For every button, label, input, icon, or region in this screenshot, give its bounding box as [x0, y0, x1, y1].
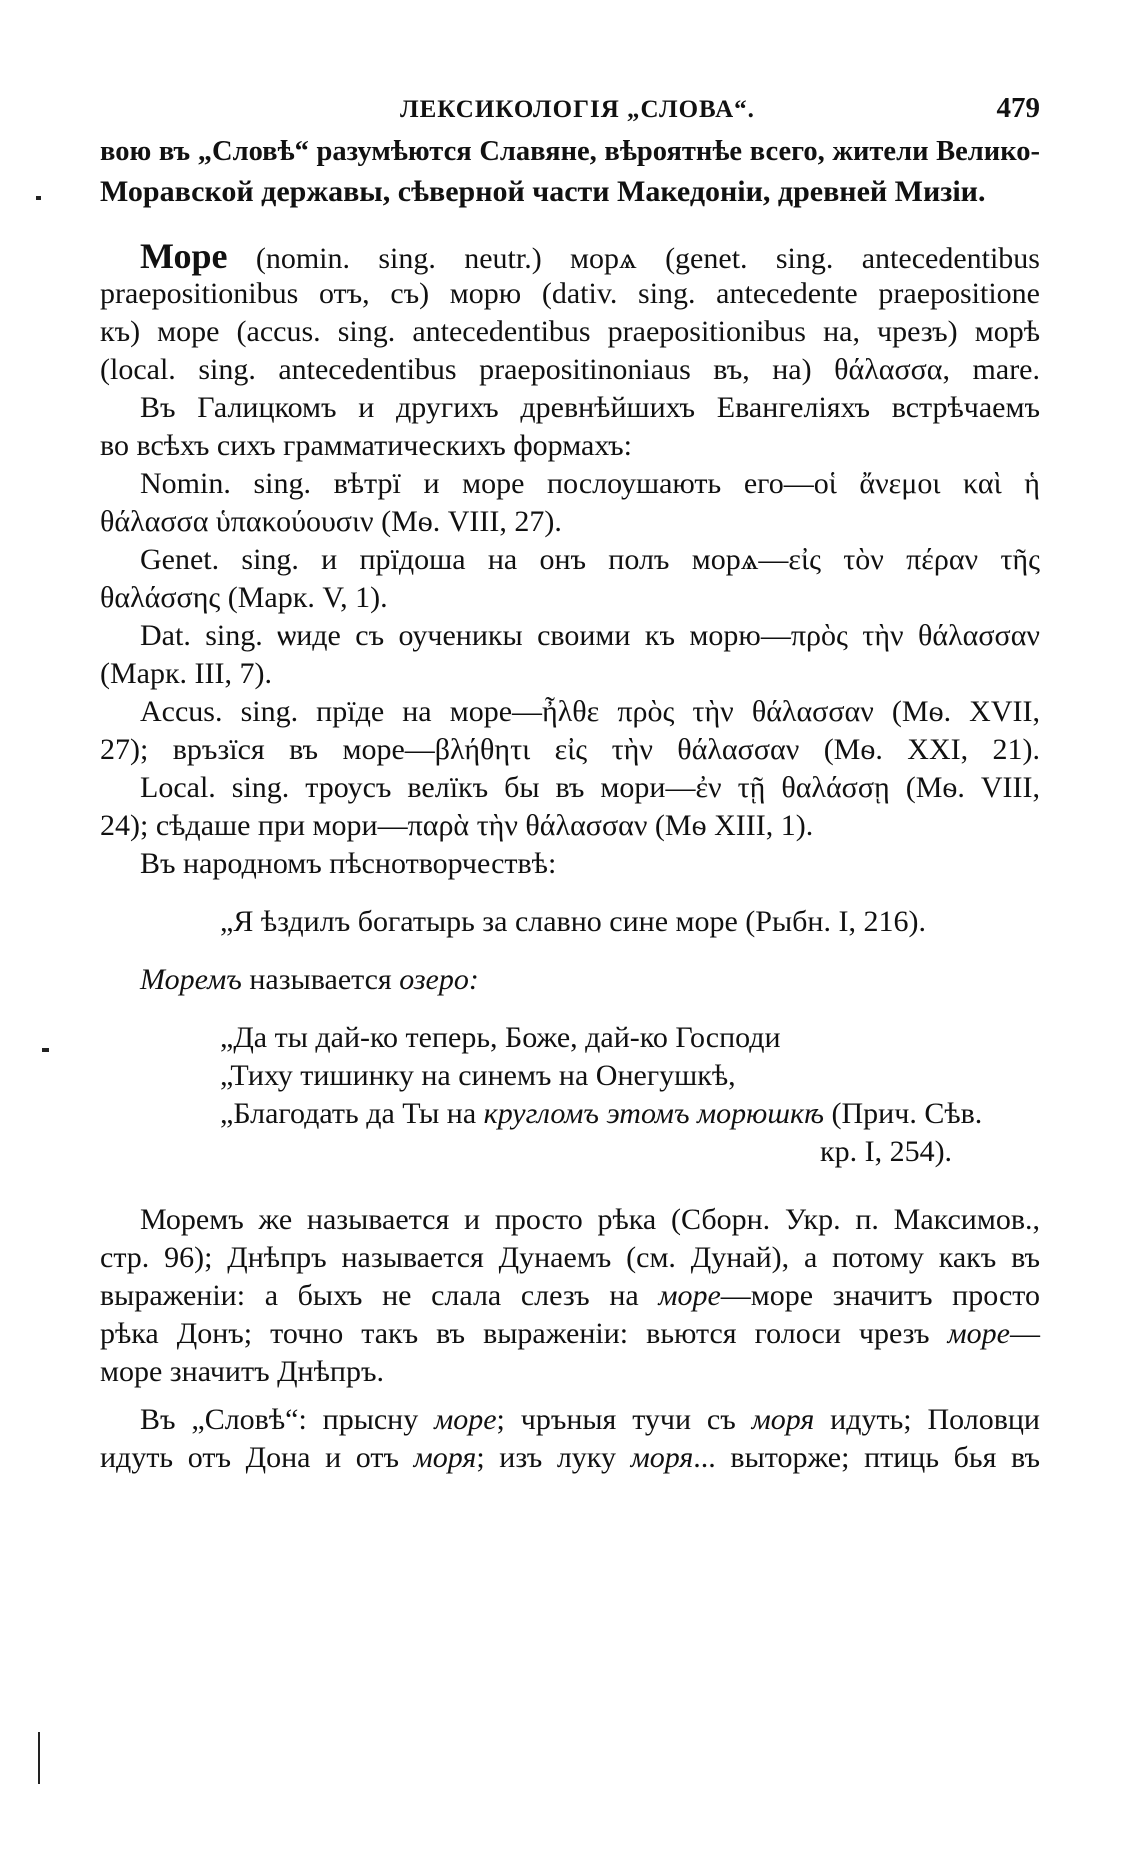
morem-line — [140, 960, 479, 1000]
genet-line-1: Genet. sing. и прїдоша на онъ полъ морѧ—εἰς τὸν πέραν τῆς — [140, 543, 1040, 576]
closing-p2-line-2 — [100, 1438, 1040, 1478]
header-title: ЛЕКСИКОЛОГІЯ „СЛОВА“. — [400, 96, 755, 123]
p1-l4-italic: море — [947, 1317, 1010, 1350]
closing-p1-line-5: море значитъ Днѣпръ. — [100, 1355, 384, 1388]
p1-l4-b: — — [1010, 1317, 1040, 1350]
accus-line-2: 27); връзїся въ море—βλήθητι εἰς τὴν θάλασσαν (Мѳ. XXI, 21). — [100, 733, 1040, 766]
headword: Море — [140, 236, 228, 276]
closing-p1-line-2: стр. 96); Днѣпръ называется Дунаемъ (см. Дунай), а потому какъ въ — [100, 1241, 1040, 1274]
scan-speck — [42, 1048, 49, 1052]
p2-l1-italic-2: моря — [751, 1403, 815, 1436]
entry-line-1 — [140, 236, 1040, 279]
intro-line-1: вою въ „Словѣ“ разумѣются Славяне, вѣроятнѣе всего, жители Велико- — [100, 136, 1040, 167]
p2-l2-italic-2: моря — [630, 1441, 694, 1474]
p2-l2-italic-1: моря — [413, 1441, 477, 1474]
p2-l1-b: ; чръныя тучи съ — [496, 1403, 752, 1436]
closing-p2-line-1 — [140, 1400, 1040, 1440]
closing-p1-line-4 — [100, 1314, 1040, 1354]
running-header — [100, 92, 1040, 136]
genet-line-2: θαλάσσης (Марк. V, 1). — [100, 581, 388, 614]
p1-l3-b: —море значитъ просто — [720, 1279, 1040, 1312]
scan-margin-line — [38, 1732, 40, 1784]
nomin-line-1: Nomin. sing. вѣтрї и море послоушають его—οἱ ἄνεμοι καὶ ἡ — [140, 467, 1040, 500]
morem-end: озеро: — [399, 963, 479, 996]
scan-speck — [36, 196, 41, 200]
galician-line-1: Въ Галицкомъ и другихъ древнѣйшихъ Евангеліяхъ встрѣчаемъ — [140, 391, 1040, 424]
verse-line-4: кр. I, 254). — [820, 1135, 953, 1168]
p2-l2-a: идуть отъ Дона и отъ — [100, 1441, 414, 1474]
verse-line-2: „Тиху тишинку на синемъ на Онегушкѣ, — [220, 1059, 736, 1092]
entry-line-1-text: (nomin. sing. neutr.) морѧ (genet. sing. antecedentibus — [227, 242, 1040, 275]
entry-line-4: (local. sing. antecedentibus praepositinoniaus въ, на) θάλασσα, mare. — [100, 353, 1041, 386]
intro-line-2: Моравской державы, сѣверной части Македоніи, древней Мизіи. — [100, 175, 986, 208]
dat-line-2: (Марк. III, 7). — [100, 657, 273, 690]
verse-line-3-b: (Прич. Сѣв. — [824, 1097, 983, 1130]
accus-line-1: Accus. sing. прїде на море—ἦλθε πρὸς τὴν θάλασσαν (Мѳ. XVII, — [140, 695, 1040, 728]
verse-line-3 — [220, 1094, 982, 1134]
morem-mid: называется — [241, 963, 400, 996]
folk-quote: „Я ѣздилъ богатырь за славно сине море (Рыбн. I, 216). — [220, 905, 926, 938]
entry-line-2: praepositionibus отъ, съ) морю (dativ. sing. antecedente praepositione — [100, 277, 1040, 310]
p2-l2-c: ... выторже; птиць бья въ — [693, 1441, 1040, 1474]
p2-l2-b: ; изъ луку — [476, 1441, 631, 1474]
p1-l3-italic: море — [658, 1279, 721, 1312]
galician-line-2: во всѣхъ сихъ грамматическихъ формахъ: — [100, 429, 633, 462]
entry-line-3: къ) море (accus. sing. antecedentibus praepositionibus на, чрезъ) морѣ — [100, 315, 1040, 348]
p2-l1-italic-1: море — [434, 1403, 497, 1436]
local-line-1: Local. sing. троусъ велїкъ бы въ мори—ἐν τῇ θαλάσσῃ (Мѳ. VIII, — [140, 771, 1040, 804]
p2-l1-a: Въ „Словѣ“: прысну — [140, 1403, 435, 1436]
verse-line-3-italic: кругломъ этомъ морюшкѣ — [483, 1097, 825, 1130]
verse-line-1: „Да ты дай-ко теперь, Боже, дай-ко Господи — [220, 1021, 781, 1054]
verse-line-3-a: „Благодать да Ты на — [220, 1097, 484, 1130]
closing-p1-line-1: Моремъ же называется и просто рѣка (Сборн. Укр. п. Максимов., — [140, 1203, 1040, 1236]
p1-l3-a: выраженіи: а быхъ не слала слезъ на — [100, 1279, 659, 1312]
closing-p1-line-3 — [100, 1276, 1040, 1316]
p1-l4-a: рѣка Донъ; точно такъ въ выраженіи: вьются голоси чрезъ — [100, 1317, 948, 1350]
dat-line-1: Dat. sing. ѡиде съ оученикы своими къ морю—πρὸς τὴν θάλασσαν — [140, 619, 1040, 652]
p2-l1-c: идуть; Половци — [814, 1403, 1040, 1436]
morem-word: Моремъ — [140, 963, 242, 996]
page-number: 479 — [996, 92, 1040, 124]
local-line-2: 24); сѣдаше при мори—παρὰ τὴν θάλασσαν (Мѳ XIII, 1). — [100, 809, 814, 842]
folk-intro: Въ народномъ пѣснотворчествѣ: — [140, 847, 557, 880]
nomin-line-2: θάλασσα ὑπακούουσιν (Мѳ. VIII, 27). — [100, 505, 562, 538]
